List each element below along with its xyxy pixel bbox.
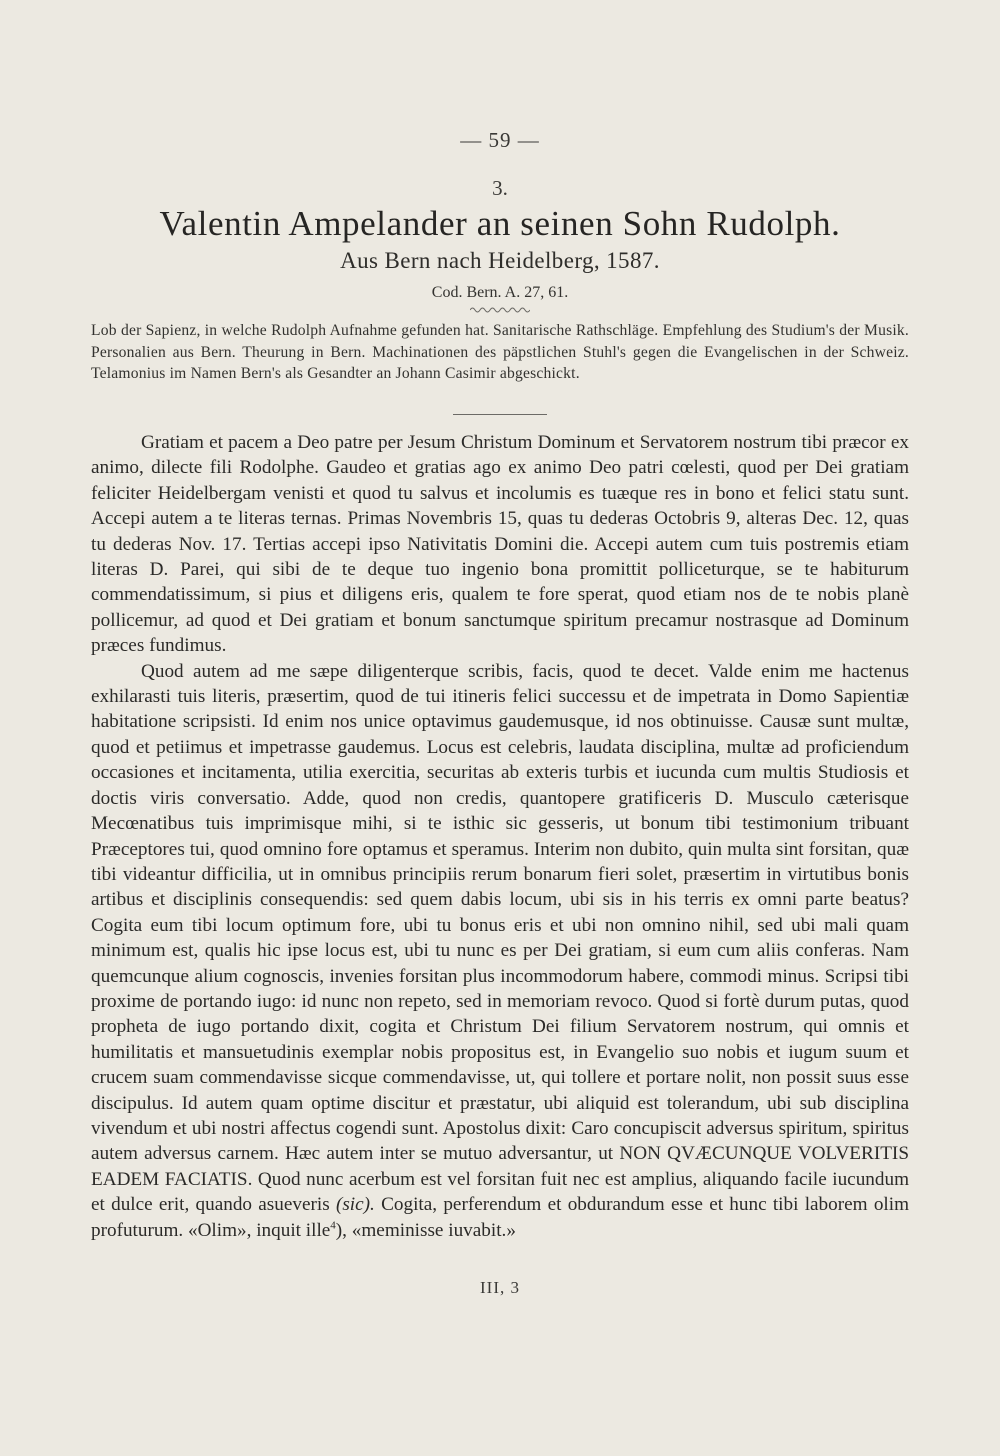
wavy-ornament-icon	[470, 306, 530, 314]
sic-annotation: (sic).	[335, 1194, 375, 1216]
section-divider	[453, 414, 547, 415]
printer-signature: III, 3	[480, 1278, 520, 1297]
letter-subtitle: Aus Bern nach Heidelberg, 1587.	[340, 248, 660, 273]
summary-abstract: Lob der Sapienz, in welche Rudolph Aufnahme gefunden hat. Sanitarische Rathschläge. Empfehlung des Studium's der Musik. Personalien aus Bern. Theurung in Bern. Machinationen des päpstlichen Stuhl's gegen die Evangelischen in der Schweiz. Telamonius im Namen Bern's als Gesandter an Johann Casimir abgeschickt.	[91, 322, 909, 382]
footnote-reference: 4	[330, 1219, 336, 1232]
section-number: 3.	[492, 176, 508, 200]
letter-paragraph-1: Gratiam et pacem a Deo patre per Jesum Christum Dominum et Servatorem nostrum tibi præcor ex animo, dilecte fili Rodolphe. Gaudeo et gratias ago ex animo Deo patri cœlesti, quod per Dei gratiam feliciter Heidelbergam venisti et quod tu salvus et incolumis es tuæque res in bono et felici statu sunt. Accepi autem a te literas ternas. Primas Novembris 15, quas tu dederas Octobris 9, alteras Dec. 12, quas tu dederas Nov. 17. Tertias accepi ipso Nativitatis Domini die. Accepi autem cum tuis postremis etiam literas D. Parei, qui sibi de te deque tuo ingenio bona promittit polliceturque, se te habiturum commendatissimum, si pius et diligens eris, qualem te fore sperat, quod etiam nos de te nobis planè pollicemur, ad quod et Dei gratiam et bonum sanctumque spiritum precamur nostrasque ad Dominum præces fundimus.	[91, 432, 909, 657]
paragraph-2-text-c: ), «meminisse iuvabit.»	[335, 1219, 516, 1241]
letter-title: Valentin Ampelander an seinen Sohn Rudolph.	[159, 204, 841, 243]
paragraph-2-text-b: Cogita, perferendum et obdurandum esse et hunc tibi laborem olim profuturum. «Olim», inquit ille	[91, 1194, 910, 1241]
source-citation: Cod. Bern. A. 27, 61.	[431, 284, 569, 301]
page-number: — 59 —	[460, 128, 540, 152]
letter-body	[91, 430, 909, 1243]
paragraph-2-text-a: Quod autem ad me sæpe diligenterque scribis, facis, quod te decet. Valde enim me hactenus exhilarasti tuis literis, præsertim, quod de tui itineris felici successu et de impetrata in Domo Sapientiæ habitatione scripsisti. Id enim nos unice optavimus gaudemusque, id nos obtinuisse. Causæ sunt multæ, quod et petiimus et impetrasse gaudemus. Locus est celebris, laudata disciplina, multæ ad proficiendum occasiones et incitamenta, utilia exercitia, securitas ab exteris turbis et iucunda cum multis Studiosis et doctis viris conversatio. Adde, quod non credis, quantopere gratificeris D. Musculo cæterisque Mecœnatibus tuis imprimisque mihi, si te isthic sic gesseris, ut bonum tibi testimonium tribuant Præceptores tui, quod omnino fore optamus et speramus. Interim non dubito, quin multa sint forsitan, quæ tibi videantur difficilia, ut in omnibus principiis rerum bonarum fieri solet, præsertim in virtutibus bonis artibus et disciplinis consequendis: sed quem dabis locum, ubi sis in his terris ex omni parte beatus? Cogita eum tibi locum optimum fore, ubi tu bonus eris et ubi non omnino nihil, sed ubi mali quam minimum est, qualis hic ipse locus est, ubi tu nunc es per Dei gratiam, si eum cum aliis conferas. Nam quemcunque alium cognoscis, invenies forsitan plus incommodorum habere, commodi minus. Scripsi tibi proxime de portando iugo: id nunc non repeto, sed in memoriam revoco. Quod si fortè durum putas, quod propheta de iugo portando dixit, cogita et Christum Dei filium Servatorem nostrum, qui omnis et humilitatis et mansuetudinis exemplar nobis propositus est, in Evangelio suo nobis et iugum suum et crucem suam commendavisse sicque commendavisse, ut, qui tollere et portare nolit, non possit suus esse discipulus. Id autem quam optime discitur et præstatur, ubi aliquid est tolerandum, ubi sub disciplina vivendum et ubi nostri affectus cogendi sunt. Apostolus dixit: Caro concupiscit adversus spiritum, spiritus autem adversus carnem. Hæc autem inter se mutuo adversantur, ut NON QVÆCUNQUE VOLVERITIS EADEM FACIATIS. Quod nunc acerbum est vel forsitan fuit nec est amplius, aliquando facile iucundum et dulce erit, quando asueveris	[91, 660, 909, 1216]
letter-paragraph-2	[91, 659, 909, 1243]
